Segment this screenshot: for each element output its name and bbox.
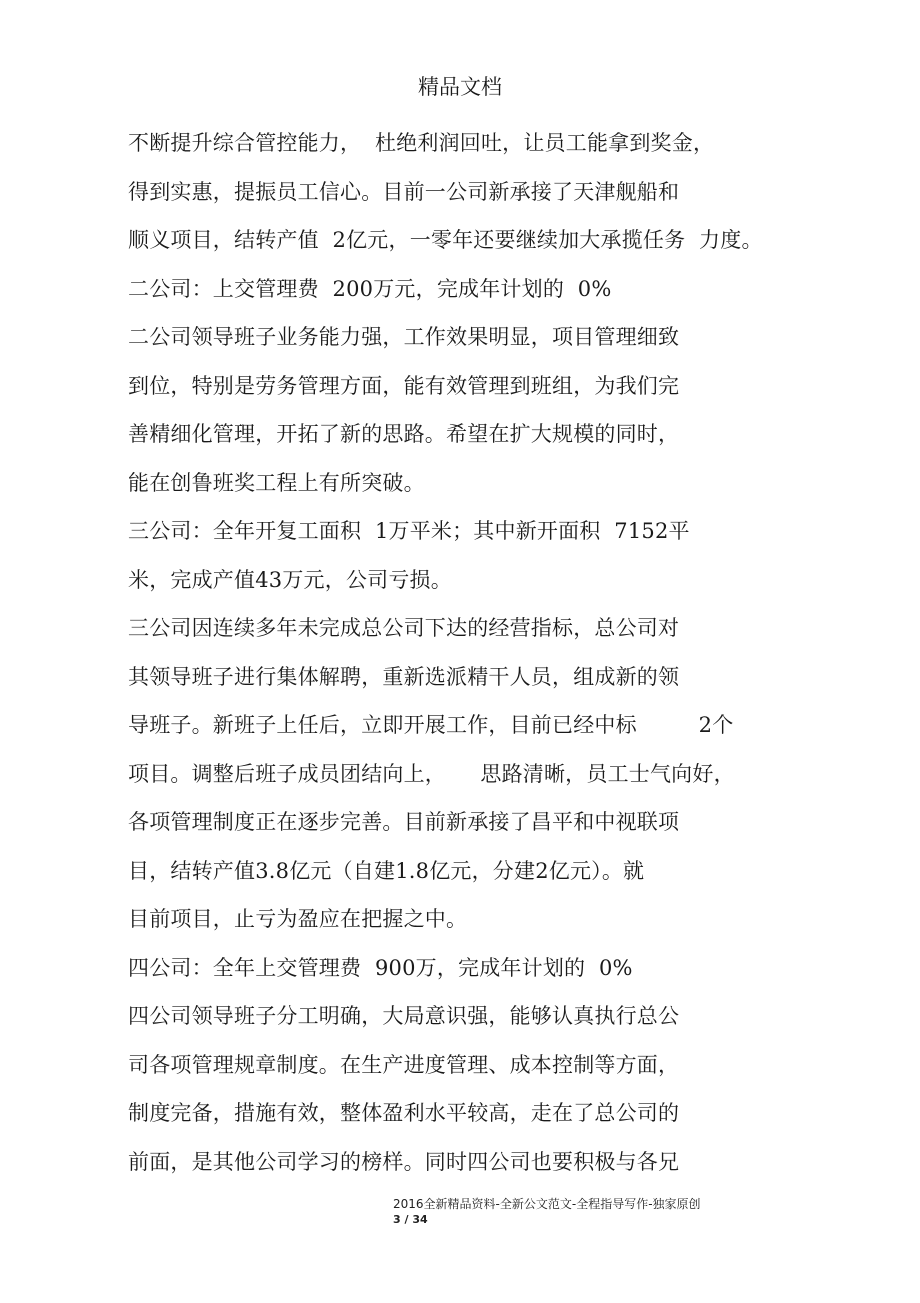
page-number: 3 / 34 (393, 1213, 428, 1226)
text-line: 三公司：全年开复工面积 1万平米；其中新开面积 7152平 (128, 519, 690, 543)
text-line: 能在创鲁班奖工程上有所突破。 (128, 470, 425, 495)
text-line: 制度完备，措施有效，整体盈利水平较高，走在了总公司的 (128, 1101, 680, 1125)
text-line: 其领导班子进行集体解聘，重新选派精干人员，组成新的领 (128, 664, 680, 689)
footer-note: 2016全新精品资料-全新公文范文-全程指导写作-独家原创 (393, 1197, 701, 1211)
text-line: 米，完成产值43万元，公司亏损。 (128, 567, 452, 592)
text-line: 四公司领导班子分工明确，大局意识强，能够认真执行总公 (128, 1004, 680, 1028)
text-line: 各项管理制度正在逐步完善。目前新承接了昌平和中视联项 (128, 810, 680, 834)
document-body (128, 124, 808, 1191)
text-line: 三公司因连续多年未完成总公司下达的经营指标，总公司对 (128, 616, 680, 640)
text-line: 到位，特别是劳务管理方面，能有效管理到班组，为我们完 (128, 373, 680, 398)
text-line: 项目。调整后班子成员团结向上， 思路清晰，员工士气向好， (128, 761, 735, 786)
text-line: 目，结转产值3.8亿元（自建1.8亿元，分建2亿元）。就 (128, 858, 645, 883)
text-line: 前面，是其他公司学习的榜样。同时四公司也要积极与各兄 (128, 1149, 680, 1174)
page-header-title: 精品文档 (418, 75, 502, 99)
text-line: 目前项目，止亏为盈应在把握之中。 (128, 907, 468, 931)
text-line: 善精细化管理，开拓了新的思路。希望在扩大规模的同时， (128, 422, 680, 446)
text-line: 四公司：全年上交管理费 900万，完成年计划的 0% (128, 955, 633, 980)
text-line: 不断提升综合管控能力， 杜绝利润回吐，让员工能拿到奖金， (128, 131, 715, 155)
text-line: 顺义项目，结转产值 2亿元，一零年还要继续加大承揽任务 力度。 (128, 228, 763, 252)
text-line: 二公司领导班子业务能力强，工作效果明显，项目管理细致 (128, 325, 680, 349)
text-line: 导班子。新班子上任后，立即开展工作，目前已经中标 2个 (128, 713, 734, 737)
text-line: 司各项管理规章制度。在生产进度管理、成本控制等方面， (128, 1052, 680, 1077)
text-line: 二公司：上交管理费 200万元，完成年计划的 0% (128, 276, 612, 301)
page-footer (393, 1196, 701, 1228)
text-line: 得到实惠，提振员工信心。目前一公司新承接了天津舰船和 (128, 179, 680, 204)
